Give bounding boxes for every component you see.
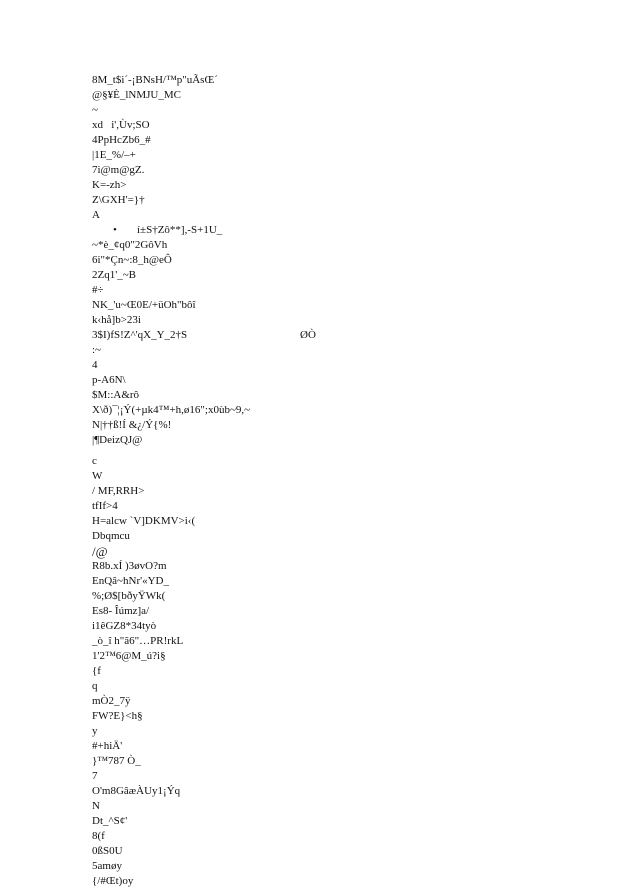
text-line: 6i"*Çn~:8_h@eÔ (92, 254, 172, 266)
text-line: xd i',Ùv;SO (92, 119, 150, 131)
text-line: NK_'u~Œ0E/+üOh"bôî (92, 299, 196, 311)
text-line: K=-zh> (92, 179, 127, 191)
text-line: |1E_%/–+ (92, 149, 136, 161)
text-line: i1êGZ8*34tyò (92, 620, 157, 632)
text-line: 4 (92, 359, 98, 371)
text-line: 5amøy (92, 860, 122, 872)
text-line: ~ (92, 104, 98, 116)
text-line: Dbqmcu (92, 530, 130, 542)
text-line: A (92, 209, 100, 221)
text-line: Es8- Îúmz]a/ (92, 605, 150, 617)
text-line: :~ (92, 344, 102, 356)
text-line: 2Zq1'_~B (92, 269, 136, 281)
text-line: ~*è_¢q0"2GôVh (92, 239, 168, 251)
text-line: 0ßS0U (92, 845, 123, 857)
text-line: FW?E}<h§ (92, 710, 143, 722)
text-line: _ò_î h"ã6"…PR!rkL (92, 635, 184, 647)
text-line: {/#Œt)oy (92, 875, 134, 887)
text-line: 8M_t$i´-¡BNsH/™p"uÃsŒ´ (92, 74, 218, 86)
bullet-icon: • (113, 224, 117, 236)
bullet-text: í±S†Zô**],-S+1U_ (137, 224, 223, 236)
text-line: mÒ2_7ÿ (92, 695, 131, 707)
text-line: Dt_^S¢' (92, 815, 128, 827)
text-line: k‹hå]b>23i (92, 314, 141, 326)
text-line: EnQâ~hNr'«YD_ (92, 575, 169, 587)
text-line: O'm8GâæÀUy1¡Ýq (92, 785, 181, 797)
text-line: y (92, 725, 98, 737)
text-line: @§¥È_lNMJU_MC (92, 89, 181, 101)
text-line: N|††ß!Í &¿/Ý{%! (92, 419, 172, 431)
text-line: X\ð)¯¦¡Ý(+µk4™+h,ø16";x0ùb~9,~ (92, 404, 251, 416)
text-line: 1'2™6@M_ú?i§ (92, 650, 166, 662)
split-text-line (92, 328, 552, 343)
text-line: c (92, 455, 97, 467)
text-line: p-A6N\ (92, 374, 126, 386)
text-line: N (92, 800, 100, 812)
text-line: }™787 Ò_ (92, 755, 141, 767)
text-line: 7i@m@gZ. (92, 164, 145, 176)
text-line: 4PpHcZb6_# (92, 134, 151, 146)
text-line: / MF,RRH> (92, 485, 145, 497)
split-line-right: ØÒ (300, 329, 316, 341)
text-line: 8(f (92, 830, 105, 842)
text-line: W (92, 470, 103, 482)
text-line: $M::A&rô (92, 389, 140, 401)
text-line: {f (92, 665, 101, 677)
bullet-item (92, 223, 552, 238)
document-body (92, 73, 552, 889)
text-line: H=alcw `V]DKMV>i‹( (92, 515, 196, 527)
text-line: /@ (92, 544, 108, 559)
text-line: %;Ø$[bðyŸWk( (92, 590, 166, 602)
text-line: |¶DeizQJ@ (92, 434, 143, 446)
text-line: q (92, 680, 98, 692)
text-line: Z\GXH'=}† (92, 194, 145, 206)
text-line: 7 (92, 770, 98, 782)
split-line-left: 3$I)fS!Z^'qX_Y_2†S (92, 329, 188, 341)
text-line: tfIf>4 (92, 500, 118, 512)
text-line: R8b.xÍ )3øvO?m (92, 560, 167, 572)
text-line: #÷ (92, 284, 104, 296)
text-line: #+hiÄ' (92, 740, 123, 752)
